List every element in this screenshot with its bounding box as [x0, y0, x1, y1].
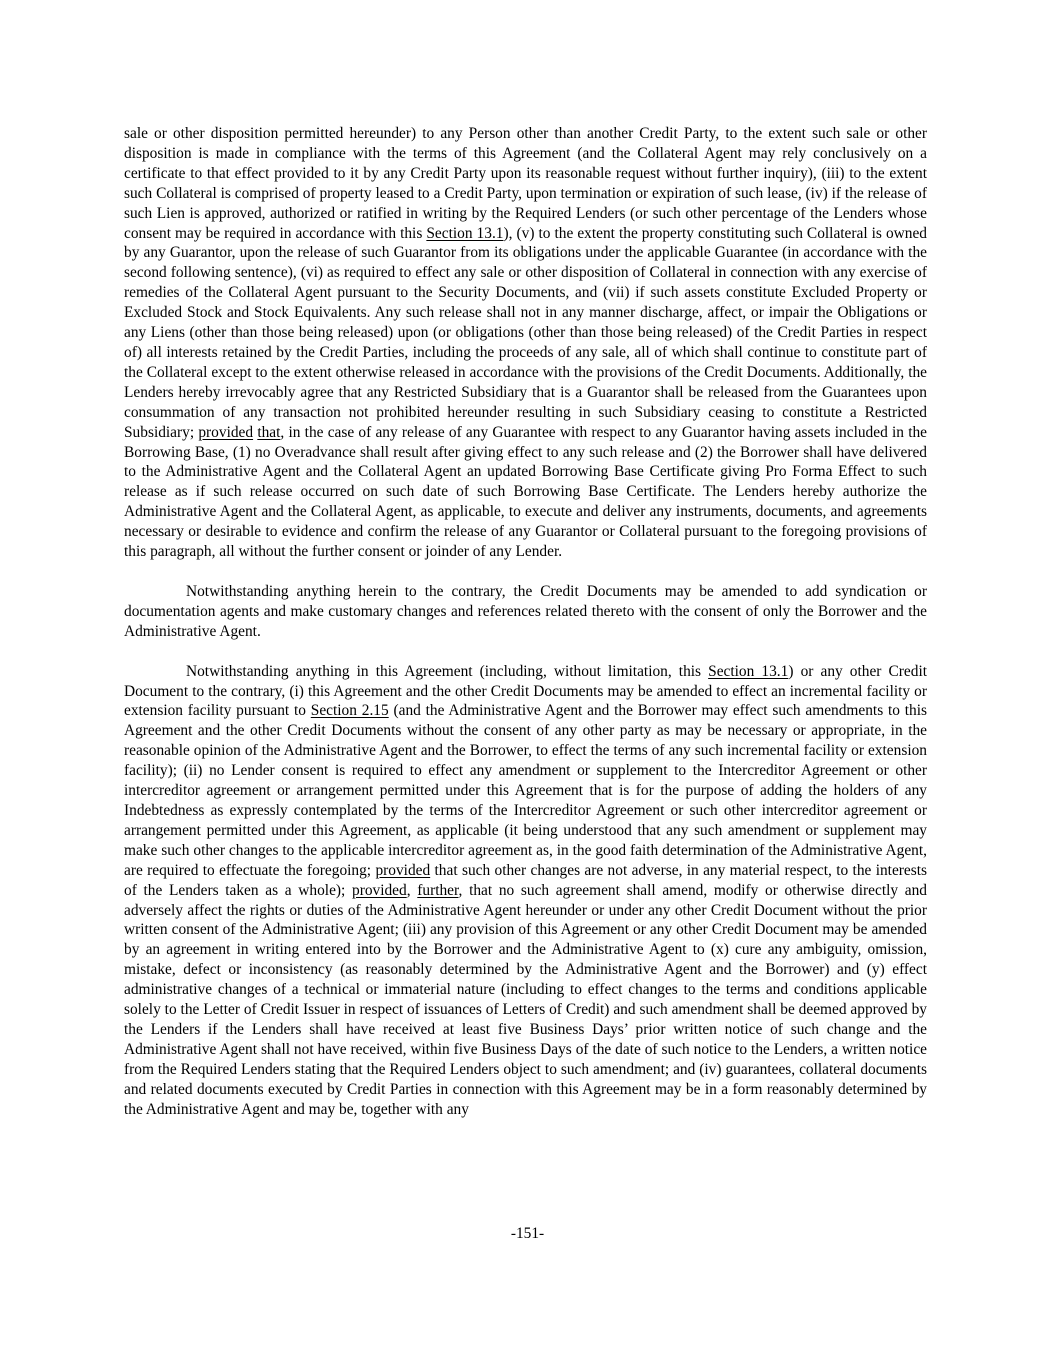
- section-reference-link: Section 13.1: [426, 224, 504, 242]
- text-segment: sale or other disposition permitted hereunder) to any Person other than another Credit Party, to the extent such sale or other disposition is made in compliance with the terms of this Agreement (and the Collateral Agent may rely conclusively on a certificate to that effect provided to it by any Credit Party upon its reasonable request without further inquiry), (iii) to the extent such Collateral is comprised of property leased to a Credit Party, upon termination or expiration of such lease, (iv) if the release of such Lien is approved, authorized or ratified in writing by the Required Lenders (or such other percentage of the Lenders whose consent may be required in accordance with this: [124, 125, 927, 242]
- paragraph-1: [124, 124, 927, 562]
- text-segment: that such other changes are not adverse, in any material respect, to the interests of the Lenders taken as a whole);: [124, 861, 927, 899]
- text-segment: ) or any other Credit Document to the contrary, (i) this Agreement and the other Credit Documents may be amended to effect an incremental facility or extension facility pursuant to: [124, 662, 927, 720]
- that-term: that: [257, 423, 281, 441]
- provided-term: provided: [198, 423, 254, 441]
- further-term: further: [417, 881, 459, 899]
- section-reference-link: Section 2.15: [310, 702, 389, 720]
- text-segment: (and the Administrative Agent and the Borrower may effect such amendments to this Agreement and the other Credit Documents without the consent of any other party as may be necessary or appropriate, in the reasonable opinion of the Administrative Agent and the Borrower, to effect the terms of any such incremental facility or extension facility); (ii) no Lender consent is required to effect any amendment or supplement to the Intercreditor Agreement or other intercreditor agreement or arrangement permitted under this Agreement that is for the purpose of adding the holders of any Indebtedness as expressly contemplated by the terms of the Intercreditor Agreement or such other intercreditor agreement or arrangement permitted under this Agreement, as applicable (it being understood that any such amendment or supplement may make such other changes to the applicable intercreditor agreement as, in the good faith determination of the Administrative Agent, are required to effectuate the foregoing;: [124, 702, 928, 879]
- provided-term: provided: [375, 861, 431, 879]
- text-segment: ,: [406, 881, 418, 899]
- section-reference-link: Section 13.1: [708, 662, 789, 680]
- text-segment: ), (v) to the extent the property constituting such Collateral is owned by any Guarantor, upon the release of such Guarantor from its obligations under the applicable Guarantee (in accordance with the second following sentence), (vi) as required to effect any sale or other disposition of Collateral in connection with any exercise of remedies of the Collateral Agent pursuant to the Security Documents, and (vii) if such assets constitute Excluded Property or Excluded Stock and Stock Equivalents. Any such release shall not in any manner discharge, affect, or impair the Obligations or any Liens (other than those being released) upon (or obligations (other than those being released) of the Credit Parties in respect of) all interests retained by the Credit Parties, including the proceeds of any sale, all of which shall continue to constitute part of the Collateral except to the extent otherwise released in accordance with the provisions of the Credit Documents. Additionally, the Lenders hereby irrevocably agree that any Restricted Subsidiary that is a Guarantor shall be released from the Guarantees upon consummation of any transaction not prohibited hereunder resulting in such Subsidiary ceasing to constitute a Restricted Subsidiary;: [124, 224, 927, 441]
- text-segment: Notwithstanding anything in this Agreement (including, without limitation, this: [186, 662, 709, 680]
- text-segment: , that no such agreement shall amend, modify or otherwise directly and adversely affect the rights or duties of the Administrative Agent hereunder or under any other Credit Document without the prior written consent of the Administrative Agent; (iii) any provision of this Agreement or any other Credit Document may be amended by an agreement in writing entered into by the Borrower and the Administrative Agent to (x) cure any ambiguity, omission, mistake, defect or inconsistency (as reasonably determined by the Administrative Agent and the Borrower) and (y) effect administrative changes of a technical or immaterial nature (including to effect changes to the terms and conditions applicable solely to the Letter of Credit Issuer in respect of issuances of Letters of Credit) and such amendment shall be deemed approved by the Lenders if the Lenders shall have received at least five Business Days’ prior written notice of such change and the Administrative Agent shall not have received, within five Business Days of the date of such notice to the Lenders, a written notice from the Required Lenders stating that the Required Lenders object to such amendment; and (iv) guarantees, collateral documents and related documents executed by Credit Parties in connection with this Agreement may be in a form reasonably determined by the Administrative Agent and may be, together with any: [124, 881, 927, 1118]
- paragraph-2: [124, 582, 927, 642]
- page-number: -151-: [510, 1225, 545, 1242]
- text-segment: Notwithstanding anything herein to the contrary, the Credit Documents may be amended to add syndication or documentation agents and make customary changes and references related thereto with the consent of only the Borrower and the Administrative Agent.: [124, 582, 927, 640]
- provided-term: provided: [352, 881, 407, 899]
- paragraph-3: [124, 662, 927, 1120]
- text-segment: , in the case of any release of any Guarantee with respect to any Guarantor having assets included in the Borrowing Base, (1) no Overadvance shall result after giving effect to any such release and (2) the Borrower shall have delivered to the Administrative Agent and the Collateral Agent an updated Borrowing Base Certificate giving Pro Forma Effect to such release as if such release occurred on such date of such Borrowing Base Certificate. The Lenders hereby authorize the Administrative Agent and the Collateral Agent, as applicable, to execute and deliver any instruments, documents, and agreements necessary or desirable to evidence and confirm the release of any Guarantor or Collateral pursuant to the foregoing provisions of this paragraph, all without the further consent or joinder of any Lender.: [124, 423, 928, 561]
- document-body: [124, 124, 927, 1120]
